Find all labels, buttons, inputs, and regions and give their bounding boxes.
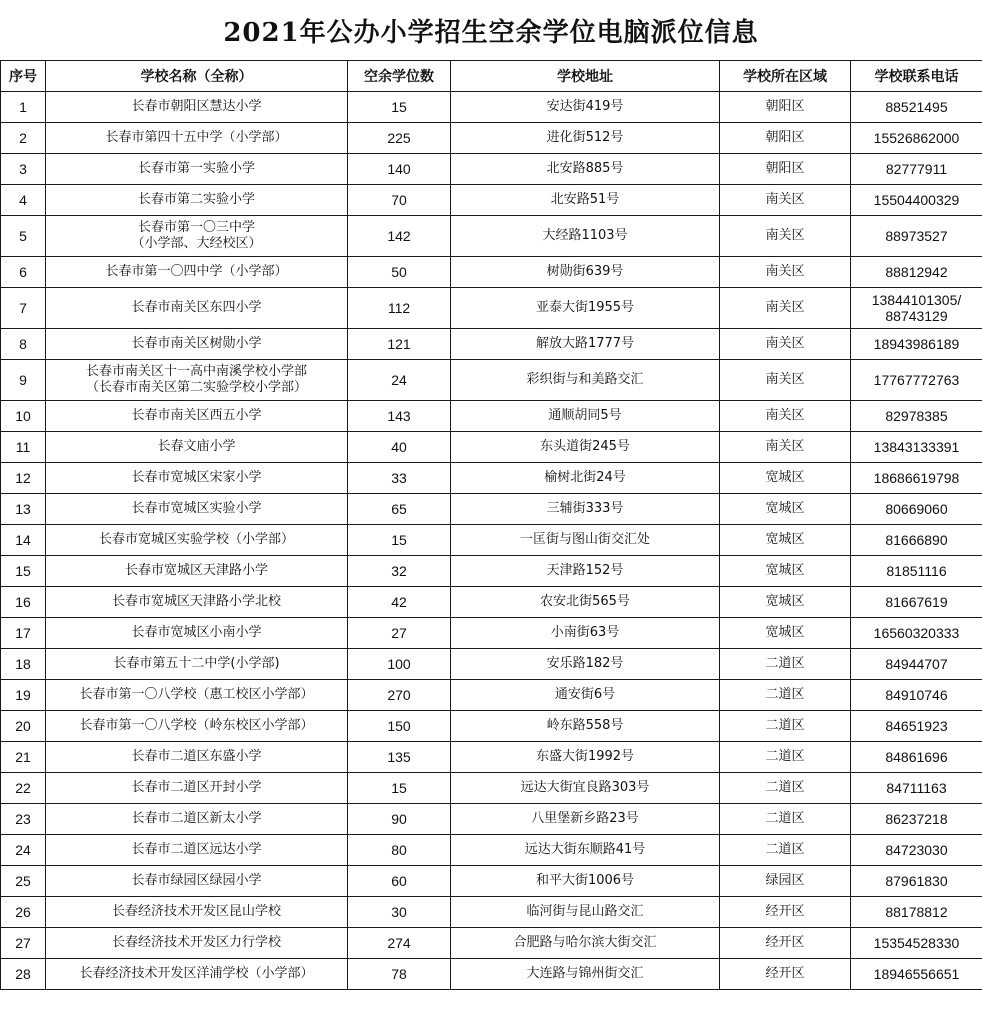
- district-cell: 宽城区: [720, 556, 851, 587]
- school-name-cell-line: 长春市朝阳区慧达小学: [131, 99, 262, 114]
- phone-cell: [851, 897, 982, 928]
- school-name-cell-line: 长春市二道区远达小学: [131, 842, 262, 857]
- district-cell: 二道区: [720, 835, 851, 866]
- address-cell: 远达大街宜良路303号: [451, 773, 720, 804]
- phone-cell: [851, 360, 982, 401]
- school-name-cell-line: 长春市宽城区天津路小学: [124, 563, 268, 578]
- table-row: [1, 92, 982, 123]
- row-number: 12: [1, 463, 46, 494]
- school-name-cell: [46, 360, 348, 401]
- address-cell: 大连路与锦州街交汇: [451, 959, 720, 990]
- district-cell: 宽城区: [720, 463, 851, 494]
- table-row: [1, 618, 982, 649]
- header-address: 学校地址: [451, 61, 720, 92]
- district-cell: 宽城区: [720, 494, 851, 525]
- address-cell: 远达大街东顺路41号: [451, 835, 720, 866]
- row-number: 23: [1, 804, 46, 835]
- district-cell: 南关区: [720, 216, 851, 257]
- school-table: [0, 60, 982, 990]
- row-number: 28: [1, 959, 46, 990]
- table-row: [1, 288, 982, 329]
- school-name-cell: [46, 587, 348, 618]
- address-cell: 北安路51号: [451, 185, 720, 216]
- district-cell: 经开区: [720, 928, 851, 959]
- phone-cell: [851, 587, 982, 618]
- row-number: 19: [1, 680, 46, 711]
- school-name-cell-line: 长春市二道区东盛小学: [131, 749, 262, 764]
- phone-cell: [851, 649, 982, 680]
- school-name-cell-line: 长春市第一〇八学校（惠工校区小学部）: [79, 687, 314, 702]
- phone-cell-line: 81667619: [885, 594, 948, 610]
- page-title: 2021年公办小学招生空余学位电脑派位信息: [223, 17, 759, 48]
- school-name-cell-line: 长春经济技术开发区洋浦学校（小学部）: [79, 966, 314, 981]
- table-row: [1, 587, 982, 618]
- row-number: 2: [1, 123, 46, 154]
- row-number: 7: [1, 288, 46, 329]
- phone-cell-line: 80669060: [885, 501, 948, 517]
- row-number: 14: [1, 525, 46, 556]
- header-school-name: 学校名称（全称）: [46, 61, 348, 92]
- seats-cell: 15: [348, 92, 451, 123]
- row-number: 9: [1, 360, 46, 401]
- district-cell: 南关区: [720, 401, 851, 432]
- phone-cell: [851, 618, 982, 649]
- district-cell: 南关区: [720, 360, 851, 401]
- address-cell: 小南街63号: [451, 618, 720, 649]
- phone-cell: [851, 123, 982, 154]
- table-row: [1, 680, 982, 711]
- phone-cell-line: 82978385: [885, 408, 948, 424]
- phone-cell: [851, 432, 982, 463]
- district-cell: 宽城区: [720, 525, 851, 556]
- table-row: [1, 525, 982, 556]
- school-name-cell: [46, 432, 348, 463]
- school-name-cell: [46, 92, 348, 123]
- table-row: [1, 556, 982, 587]
- row-number: 22: [1, 773, 46, 804]
- district-cell: 绿园区: [720, 866, 851, 897]
- district-cell: 二道区: [720, 649, 851, 680]
- phone-cell: [851, 288, 982, 329]
- phone-cell: [851, 401, 982, 432]
- row-number: 20: [1, 711, 46, 742]
- school-name-cell-line: 长春市二道区新太小学: [131, 811, 262, 826]
- address-cell: 农安北街565号: [451, 587, 720, 618]
- school-name-cell: [46, 835, 348, 866]
- phone-cell: [851, 959, 982, 990]
- seats-cell: 143: [348, 401, 451, 432]
- address-cell: 八里堡新乡路23号: [451, 804, 720, 835]
- district-cell: 二道区: [720, 742, 851, 773]
- phone-cell-line: 88178812: [885, 904, 948, 920]
- table-row: [1, 897, 982, 928]
- district-cell: 宽城区: [720, 587, 851, 618]
- school-name-cell-line: 长春市南关区树勋小学: [131, 336, 262, 351]
- phone-cell: [851, 680, 982, 711]
- seats-cell: 90: [348, 804, 451, 835]
- phone-cell: [851, 835, 982, 866]
- seats-cell: 78: [348, 959, 451, 990]
- seats-cell: 15: [348, 773, 451, 804]
- phone-cell: [851, 525, 982, 556]
- seats-cell: 70: [348, 185, 451, 216]
- address-cell: 岭东路558号: [451, 711, 720, 742]
- phone-cell: [851, 804, 982, 835]
- table-row: [1, 959, 982, 990]
- district-cell: 南关区: [720, 329, 851, 360]
- phone-cell-line: 17767772763: [873, 372, 960, 388]
- address-cell: 通顺胡同5号: [451, 401, 720, 432]
- seats-cell: 150: [348, 711, 451, 742]
- district-cell: 二道区: [720, 804, 851, 835]
- table-row: [1, 360, 982, 401]
- row-number: 27: [1, 928, 46, 959]
- seats-cell: 60: [348, 866, 451, 897]
- seats-cell: 225: [348, 123, 451, 154]
- seats-cell: 274: [348, 928, 451, 959]
- table-row: [1, 257, 982, 288]
- table-body: [1, 92, 982, 990]
- row-number: 10: [1, 401, 46, 432]
- school-name-cell: [46, 618, 348, 649]
- seats-cell: 15: [348, 525, 451, 556]
- seats-cell: 80: [348, 835, 451, 866]
- row-number: 1: [1, 92, 46, 123]
- school-name-cell: [46, 804, 348, 835]
- phone-cell: [851, 494, 982, 525]
- address-cell: 彩织街与和美路交汇: [451, 360, 720, 401]
- seats-cell: 32: [348, 556, 451, 587]
- school-name-cell: [46, 185, 348, 216]
- phone-cell: [851, 463, 982, 494]
- school-name-cell: [46, 742, 348, 773]
- school-name-cell: [46, 680, 348, 711]
- table-row: [1, 401, 982, 432]
- school-name-cell: [46, 525, 348, 556]
- phone-cell: [851, 329, 982, 360]
- seats-cell: 30: [348, 897, 451, 928]
- phone-cell-line: 87961830: [885, 873, 948, 889]
- school-name-cell-line: 长春市南关区十一高中南溪学校小学部: [85, 364, 307, 379]
- phone-cell: [851, 866, 982, 897]
- phone-cell-line: 81666890: [885, 532, 948, 548]
- school-name-cell-line: 长春市第一〇八学校（岭东校区小学部）: [79, 718, 314, 733]
- address-cell: 东头道街245号: [451, 432, 720, 463]
- phone-cell-line: 84910746: [885, 687, 948, 703]
- school-name-cell: [46, 711, 348, 742]
- phone-cell-line: 18943986189: [873, 336, 960, 352]
- table-row: [1, 711, 982, 742]
- seats-cell: 270: [348, 680, 451, 711]
- school-name-cell: [46, 556, 348, 587]
- phone-cell-line: 84944707: [885, 656, 948, 672]
- district-cell: 南关区: [720, 257, 851, 288]
- address-cell: 天津路152号: [451, 556, 720, 587]
- school-name-cell-line: （小学部、大经校区）: [131, 236, 262, 251]
- phone-cell-line: 88743129: [885, 308, 948, 324]
- address-cell: 三辅街333号: [451, 494, 720, 525]
- seats-cell: 40: [348, 432, 451, 463]
- table-row: [1, 494, 982, 525]
- school-name-cell-line: 长春经济技术开发区力行学校: [111, 935, 281, 950]
- school-name-cell-line: 长春市宽城区实验小学: [131, 501, 262, 516]
- school-name-cell-line: 长春市宽城区实验学校（小学部）: [98, 532, 294, 547]
- seats-cell: 140: [348, 154, 451, 185]
- table-row: [1, 185, 982, 216]
- phone-cell: [851, 92, 982, 123]
- phone-cell-line: 81851116: [886, 563, 947, 579]
- address-cell: 通安街6号: [451, 680, 720, 711]
- header-phone: 学校联系电话: [851, 61, 982, 92]
- phone-cell-line: 86237218: [885, 811, 948, 827]
- seats-cell: 142: [348, 216, 451, 257]
- school-name-cell-line: 长春市宽城区小南小学: [131, 625, 262, 640]
- table-row: [1, 773, 982, 804]
- school-name-cell-line: 长春经济技术开发区昆山学校: [111, 904, 281, 919]
- phone-cell-line: 18946556651: [873, 966, 960, 982]
- row-number: 18: [1, 649, 46, 680]
- phone-cell: [851, 257, 982, 288]
- row-number: 13: [1, 494, 46, 525]
- school-name-cell: [46, 216, 348, 257]
- school-name-cell-line: 长春市南关区西五小学: [131, 408, 262, 423]
- table-row: [1, 329, 982, 360]
- school-name-cell: [46, 897, 348, 928]
- district-cell: 经开区: [720, 959, 851, 990]
- table-row: [1, 216, 982, 257]
- seats-cell: 42: [348, 587, 451, 618]
- phone-cell: [851, 556, 982, 587]
- address-cell: 安乐路182号: [451, 649, 720, 680]
- school-name-cell: [46, 494, 348, 525]
- address-cell: 北安路885号: [451, 154, 720, 185]
- district-cell: 二道区: [720, 773, 851, 804]
- phone-cell: [851, 742, 982, 773]
- school-name-cell: [46, 288, 348, 329]
- address-cell: 一匡街与图山街交汇处: [451, 525, 720, 556]
- phone-cell: [851, 185, 982, 216]
- table-row: [1, 154, 982, 185]
- seats-cell: 121: [348, 329, 451, 360]
- phone-cell-line: 82777911: [885, 161, 948, 177]
- school-name-cell-line: 长春市南关区东四小学: [131, 300, 262, 315]
- row-number: 16: [1, 587, 46, 618]
- row-number: 6: [1, 257, 46, 288]
- school-name-cell: [46, 123, 348, 154]
- row-number: 4: [1, 185, 46, 216]
- title-bar: [0, 0, 982, 60]
- header-no: 序号: [1, 61, 46, 92]
- school-name-cell-line: 长春市宽城区宋家小学: [131, 470, 262, 485]
- seats-cell: 135: [348, 742, 451, 773]
- school-name-cell: [46, 959, 348, 990]
- phone-cell-line: 16560320333: [873, 625, 960, 641]
- district-cell: 二道区: [720, 680, 851, 711]
- seats-cell: 33: [348, 463, 451, 494]
- school-name-cell-line: 长春市第一〇三中学: [137, 220, 255, 235]
- school-name-cell-line: 长春市宽城区天津路小学北校: [111, 594, 281, 609]
- row-number: 15: [1, 556, 46, 587]
- table-row: [1, 123, 982, 154]
- school-name-cell-line: 长春市绿园区绿园小学: [131, 873, 262, 888]
- phone-cell: [851, 928, 982, 959]
- header-seats: 空余学位数: [348, 61, 451, 92]
- header-row: [1, 61, 982, 92]
- school-name-cell-line: 长春市第二实验小学: [137, 192, 255, 207]
- row-number: 26: [1, 897, 46, 928]
- phone-cell-line: 88973527: [885, 228, 948, 244]
- row-number: 21: [1, 742, 46, 773]
- seats-cell: 27: [348, 618, 451, 649]
- table-row: [1, 742, 982, 773]
- row-number: 24: [1, 835, 46, 866]
- phone-cell-line: 84651923: [885, 718, 948, 734]
- phone-cell: [851, 154, 982, 185]
- address-cell: 进化街512号: [451, 123, 720, 154]
- school-name-cell-line: 长春市第一实验小学: [137, 161, 255, 176]
- row-number: 3: [1, 154, 46, 185]
- district-cell: 二道区: [720, 711, 851, 742]
- phone-cell-line: 84723030: [885, 842, 948, 858]
- address-cell: 榆树北街24号: [451, 463, 720, 494]
- school-name-cell: [46, 463, 348, 494]
- header-district: 学校所在区域: [720, 61, 851, 92]
- district-cell: 南关区: [720, 288, 851, 329]
- address-cell: 安达街419号: [451, 92, 720, 123]
- seats-cell: 65: [348, 494, 451, 525]
- seats-cell: 50: [348, 257, 451, 288]
- phone-cell-line: 15354528330: [873, 935, 960, 951]
- phone-cell-line: 84711163: [886, 780, 947, 796]
- school-name-cell: [46, 866, 348, 897]
- school-name-cell-line: 长春市第四十五中学（小学部）: [105, 130, 288, 145]
- school-name-cell: [46, 329, 348, 360]
- school-name-cell-line: 长春市第五十二中学(小学部): [113, 656, 280, 671]
- phone-cell: [851, 216, 982, 257]
- school-name-cell: [46, 154, 348, 185]
- phone-cell-line: 84861696: [885, 749, 948, 765]
- table-row: [1, 463, 982, 494]
- phone-cell-line: 13843133391: [873, 439, 960, 455]
- address-cell: 合肥路与哈尔滨大街交汇: [451, 928, 720, 959]
- phone-cell-line: 15504400329: [873, 192, 960, 208]
- table-row: [1, 866, 982, 897]
- phone-cell: [851, 773, 982, 804]
- district-cell: 朝阳区: [720, 123, 851, 154]
- school-name-cell: [46, 401, 348, 432]
- district-cell: 朝阳区: [720, 92, 851, 123]
- school-name-cell-line: 长春市二道区开封小学: [131, 780, 262, 795]
- school-name-cell: [46, 257, 348, 288]
- phone-cell-line: 18686619798: [873, 470, 960, 486]
- table-row: [1, 835, 982, 866]
- seats-cell: 24: [348, 360, 451, 401]
- school-name-cell: [46, 773, 348, 804]
- row-number: 25: [1, 866, 46, 897]
- row-number: 8: [1, 329, 46, 360]
- district-cell: 南关区: [720, 185, 851, 216]
- row-number: 5: [1, 216, 46, 257]
- school-name-cell-line: 长春文庙小学: [157, 439, 236, 454]
- phone-cell-line: 88812942: [885, 264, 948, 280]
- seats-cell: 100: [348, 649, 451, 680]
- school-name-cell: [46, 928, 348, 959]
- school-name-cell-line: （长春市南关区第二实验学校小学部）: [85, 380, 307, 395]
- school-name-cell-line: 长春市第一〇四中学（小学部）: [105, 264, 288, 279]
- district-cell: 宽城区: [720, 618, 851, 649]
- address-cell: 解放大路1777号: [451, 329, 720, 360]
- school-name-cell: [46, 649, 348, 680]
- district-cell: 朝阳区: [720, 154, 851, 185]
- phone-cell-line: 15526862000: [873, 130, 960, 146]
- address-cell: 和平大街1006号: [451, 866, 720, 897]
- phone-cell-line: 13844101305/: [871, 292, 962, 308]
- address-cell: 亚泰大街1955号: [451, 288, 720, 329]
- address-cell: 东盛大街1992号: [451, 742, 720, 773]
- phone-cell: [851, 711, 982, 742]
- table-row: [1, 928, 982, 959]
- address-cell: 临河街与昆山路交汇: [451, 897, 720, 928]
- table-row: [1, 804, 982, 835]
- row-number: 11: [1, 432, 46, 463]
- address-cell: 大经路1103号: [451, 216, 720, 257]
- row-number: 17: [1, 618, 46, 649]
- district-cell: 经开区: [720, 897, 851, 928]
- table-row: [1, 432, 982, 463]
- address-cell: 树勋街639号: [451, 257, 720, 288]
- phone-cell-line: 88521495: [885, 99, 948, 115]
- seats-cell: 112: [348, 288, 451, 329]
- district-cell: 南关区: [720, 432, 851, 463]
- table-row: [1, 649, 982, 680]
